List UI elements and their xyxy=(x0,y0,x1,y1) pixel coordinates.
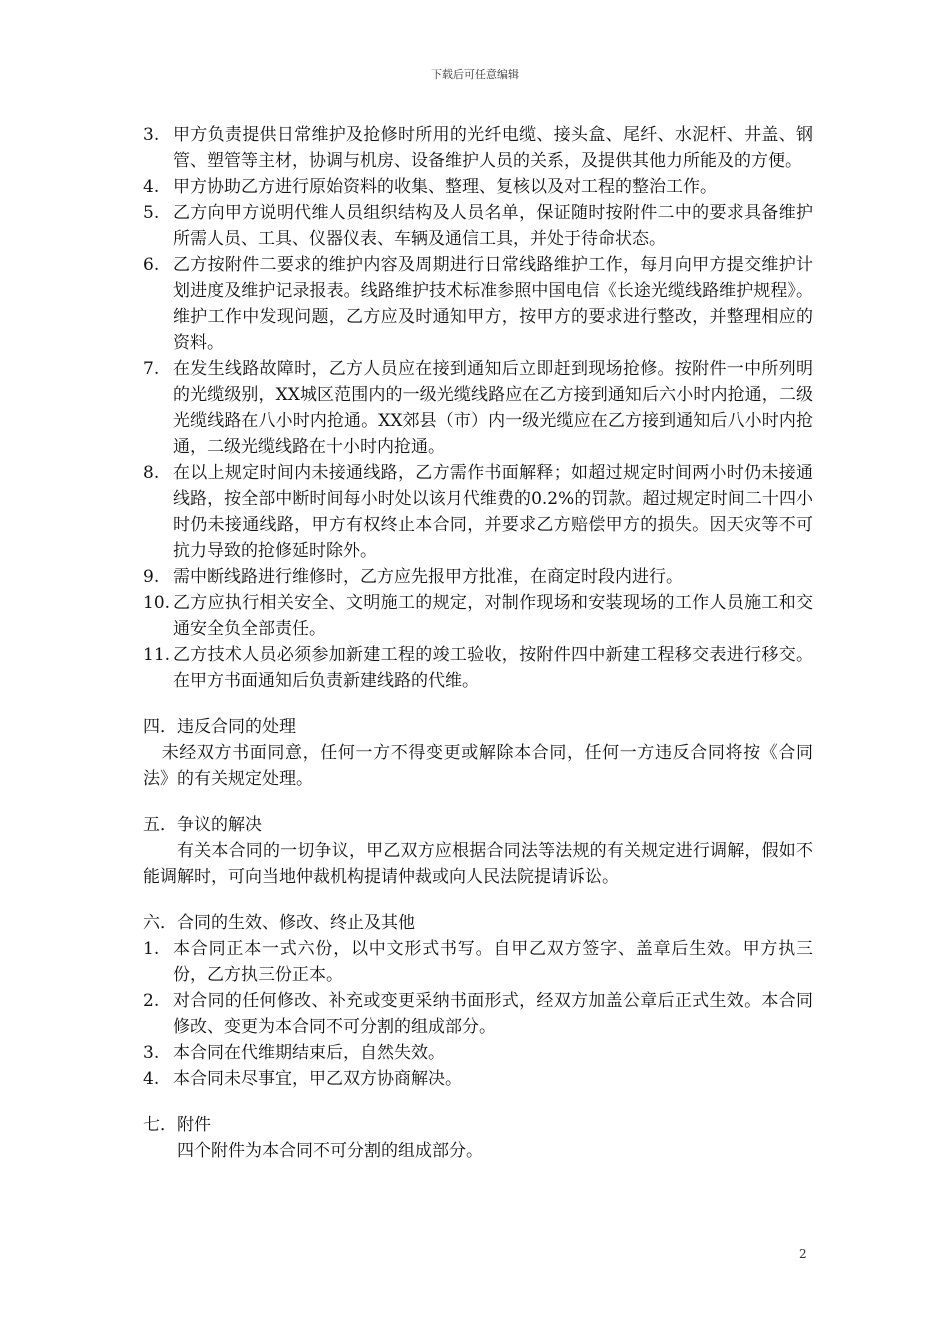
list-item xyxy=(143,642,813,694)
section-breach xyxy=(143,714,813,792)
item-text: 本合同正本一式六份，以中文形式书写。自甲乙双方签字、盖章后生效。甲方执三份，乙方执三份正本。 xyxy=(173,939,813,985)
list-item xyxy=(143,1040,813,1066)
item-text: 甲方协助乙方进行原始资料的收集、整理、复核以及对工程的整治工作。 xyxy=(173,177,717,197)
list-item xyxy=(143,936,813,988)
list-item xyxy=(143,356,813,460)
item-text: 乙方按附件二要求的维护内容及周期进行日常线路维护工作，每月向甲方提交维护计划进度及维护记录报表。线路维护技术标准参照中国电信《长途光缆线路维护规程》。维护工作中发现问题，乙方应及时通知甲方，按甲方的要求进行整改，并整理相应的资料。 xyxy=(173,255,813,353)
item-number: 6. xyxy=(143,255,160,275)
item-number: 4. xyxy=(143,177,160,197)
section-attachments xyxy=(143,1112,813,1164)
page-header: 下载后可任意编辑 xyxy=(431,68,519,81)
list-item xyxy=(143,564,813,590)
list-item xyxy=(143,252,813,356)
section-title: 七．附件 xyxy=(143,1115,211,1135)
item-number: 1. xyxy=(143,939,160,959)
item-text: 甲方负责提供日常维护及抢修时所用的光纤电缆、接头盒、尾纤、水泥杆、井盖、钢管、塑管等主材，协调与机房、设备维护人员的关系，及提供其他力所能及的方便。 xyxy=(173,125,813,171)
list-item xyxy=(143,460,813,564)
list-item xyxy=(143,988,813,1040)
item-number: 7. xyxy=(143,359,160,379)
section-paragraph: 四个附件为本合同不可分割的组成部分。 xyxy=(177,1141,483,1161)
section-paragraph: 未经双方书面同意，任何一方不得变更或解除本合同，任何一方违反合同将按《合同法》的有关规定处理。 xyxy=(143,743,813,789)
item-text: 本合同未尽事宜，甲乙双方协商解决。 xyxy=(173,1069,462,1089)
item-text: 对合同的任何修改、补充或变更采纳书面形式，经双方加盖公章后正式生效。本合同修改、变更为本合同不可分割的组成部分。 xyxy=(173,991,813,1037)
list-item xyxy=(143,1066,813,1092)
list-item xyxy=(143,200,813,252)
item-number: 2. xyxy=(143,991,160,1011)
section-title: 四．违反合同的处理 xyxy=(143,717,296,737)
item-number: 8. xyxy=(143,463,160,483)
section-paragraph: 有关本合同的一切争议，甲乙双方应根据合同法等法规的有关规定进行调解，假如不能调解时，可向当地仲裁机构提请仲裁或向人民法院提请诉讼。 xyxy=(143,841,813,887)
section-effect xyxy=(143,910,813,1092)
item-number: 4. xyxy=(143,1069,160,1089)
item-number: 3. xyxy=(143,1043,160,1063)
list-item xyxy=(143,174,813,200)
item-text: 乙方向甲方说明代维人员组织结构及人员名单，保证随时按附件二中的要求具备维护所需人员、工具、仪器仪表、车辆及通信工具，并处于待命状态。 xyxy=(173,203,813,249)
item-text: 乙方技术人员必须参加新建工程的竣工验收，按附件四中新建工程移交表进行移交。在甲方书面通知后负责新建线路的代维。 xyxy=(173,645,813,691)
section-dispute xyxy=(143,812,813,890)
item-text: 乙方应执行相关安全、文明施工的规定，对制作现场和安装现场的工作人员施工和交通安全负全部责任。 xyxy=(173,593,813,639)
section-title: 六．合同的生效、修改、终止及其他 xyxy=(143,913,415,933)
item-text: 在发生线路故障时，乙方人员应在接到通知后立即赶到现场抢修。按附件一中所列明的光缆级别，XX城区范围内的一级光缆线路应在乙方接到通知后六小时内抢通，二级光缆线路在八小时内抢通。XX郊县（市）内一级光缆应在乙方接到通知后八小时内抢通，二级光缆线路在十小时内抢通。 xyxy=(173,359,813,457)
item-text: 本合同在代维期结束后，自然失效。 xyxy=(173,1043,445,1063)
item-text: 需中断线路进行维修时，乙方应先报甲方批准，在商定时段内进行。 xyxy=(173,567,683,587)
item-number: 9. xyxy=(143,567,160,587)
document-body xyxy=(143,122,813,1164)
item-text: 在以上规定时间内未接通线路，乙方需作书面解释；如超过规定时间两小时仍未接通线路，按全部中断时间每小时处以该月代维费的0.2%的罚款。超过规定时间二十四小时仍未接通线路，甲方有权终止本合同，并要求乙方赔偿甲方的损失。因天灾等不可抗力导致的抢修延时除外。 xyxy=(173,463,813,561)
page-number: 2 xyxy=(799,1247,807,1261)
item-number: 5. xyxy=(143,203,160,223)
section-title: 五．争议的解决 xyxy=(143,815,262,835)
obligations-list xyxy=(143,122,813,694)
list-item xyxy=(143,590,813,642)
list-item xyxy=(143,122,813,174)
item-number: 11. xyxy=(143,645,171,665)
item-number: 3. xyxy=(143,125,160,145)
item-number: 10. xyxy=(143,593,171,613)
